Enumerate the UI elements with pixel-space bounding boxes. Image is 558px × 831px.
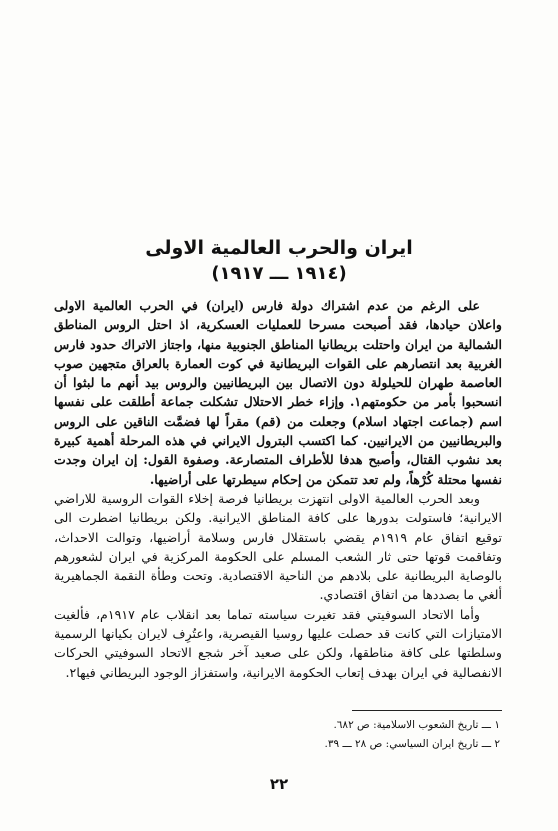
paragraph: وبعد الحرب العالمية الاولى انتهزت بريطانيا فرصة إخلاء القوات الروسية للاراضي الايرانية؛ فاستولت بدورها على كافة المناطق الايرانية. ولكن بريطانيا اضطرت الى توقيع اتفاق عام ١٩١٩م يقضي باستقلال فارس وسلامة أراضيها، وتوالت الاحداث، وتفاقمت قوتها حتى ثار الشعب المسلم على الحكومة المركزية في ايران لشعورهم بالوصاية البريطانية على بلادهم من الناحية الاقتصادية. وتحت وطأة النقمة الجماهيرية ألغي ما بصددها من اتفاق اقتصادي.: [54, 490, 502, 603]
chapter-title: ايران والحرب العالمية الاولى: [145, 237, 413, 259]
footnotes: [240, 716, 500, 754]
footnote: ٢ ـــ تاريخ ايران السياسي: ص ٢٨ ـــ ٣٩.: [324, 738, 500, 750]
paragraph: على الرغم من عدم اشتراك دولة فارس (ايران) في الحرب العالمية الاولى واعلان حيادها، فقد أصبحت مسرحا للعمليات العسكرية، اذ احتل الروس المناطق الشمالية من ايران واحتلت بريطانيا المناطق الجنوبية منها، واجتاز الاتراك حدود فارس الغربية بعد انتصارهم على القوات البريطانية في كوت العمارة بالعراق متجهين صوب العاصمة طهران للحيلولة دون الاتصال بين البريطانيين والروس بيد أنهم ما لبثوا أن انسحبوا بأمر من حكومتهم١. وإزاء خطر الاحتلال تشكلت جماعة أطلقت على نفسها اسم (جماعت اجتهاد اسلام) وجعلت من (قم) مقراً لها فضمَّت الناقين على الروس والبريطانيين من الايرانيين. كما اكتسب البترول الايراني في هذه المرحلة أهمية كبيرة بعد نشوب القتال، وأصبح هدفا للأطراف المتصارعة. وصفوة القول: إن ايران وجدت نفسها محتلة كُرْهاً، ولم تعد تتمكن من إحكام سيطرتها على أراضيها.: [54, 298, 502, 487]
footnote: ١ ـــ تاريخ الشعوب الاسلامية: ص ٦٨٢.: [333, 719, 500, 731]
chapter-years: (١٩١٤ ـــ ١٩١٧): [211, 263, 347, 284]
body-text: [54, 296, 502, 682]
paragraph: وأما الاتحاد السوفيتي فقد تغيرت سياسته تماما بعد انقلاب عام ١٩١٧م، فألغيت الامتيازات التي كانت قد حصلت عليها روسيا القيصرية، واعتُرِف لايران بكيانها الرسمية وسلطتها على كافة مناطقها، ولكن على صعيد آخر شجع الاتحاد السوفيتي الحركات الانفصالية في ايران بهدف إتعاب الحكومة الايرانية، واستفزاز الوجود البريطاني فيها٢.: [54, 606, 502, 680]
footnote-divider: [352, 710, 502, 711]
page-number: ٢٢: [269, 775, 289, 793]
